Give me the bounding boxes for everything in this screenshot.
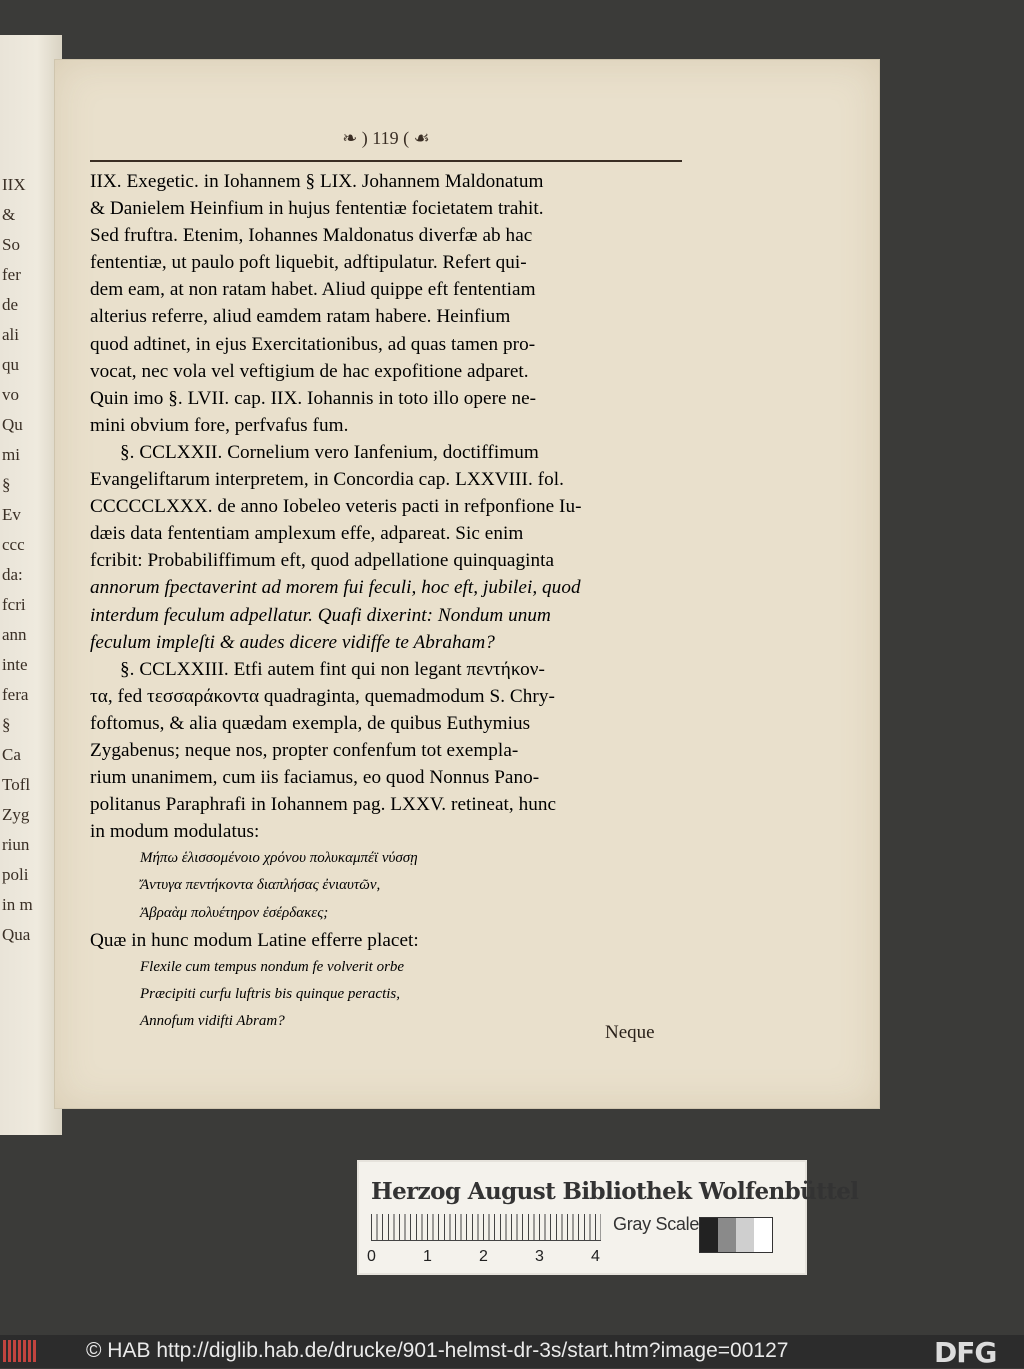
text-line: annorum fpectaverint ad morem fui feculi, hoc eft, jubilei, quod (90, 577, 581, 599)
adjacent-page-fragment: vo (2, 385, 19, 404)
text-line: Ἄντυγα πεντήκοντα διαπλήσας ἐνιαυτῶν, (140, 877, 381, 894)
ruler-number: 3 (535, 1248, 544, 1265)
footer-bar (0, 1335, 1024, 1368)
adjacent-page-fragment: ali (2, 325, 19, 344)
text-line: foftomus, & alia quædam exempla, de quibus Euthymius (90, 712, 531, 734)
ruler-number: 4 (591, 1248, 600, 1265)
text-line: quod adtinet, in ejus Exercitationibus, ad quas tamen pro- (90, 333, 536, 355)
adjacent-page-fragment: in m (2, 895, 33, 914)
adjacent-page-fragment: de (2, 295, 19, 314)
gray-swatch (700, 1218, 718, 1252)
text-line: Zygabenus; neque nos, propter confenfum tot exempla- (90, 739, 519, 761)
page-number: ❧ ) 119 ( ☙ (342, 128, 430, 148)
ruler-number: 0 (367, 1248, 376, 1265)
adjacent-page-fragment: fcri (2, 595, 26, 614)
text-line: §. CCLXXII. Cornelium vero Ianfenium, doctiffimum (120, 441, 539, 463)
text-line: Sed fruftra. Etenim, Iohannes Maldonatus diverfæ ab hac (90, 225, 533, 247)
text-line: IIX. Exegetic. in Iohannem § LIX. Johannem Maldonatum (90, 171, 544, 192)
text-line: interdum feculum adpellatur. Quafi dixerint: Nondum unum (90, 604, 551, 626)
gray-swatch (736, 1218, 754, 1252)
text-line: & Danielem Heinfium in hujus fententiæ focietatem trahit. (90, 198, 544, 220)
adjacent-page-fragment: da: (2, 565, 23, 584)
library-label (357, 1160, 859, 1275)
adjacent-page-fragment: IIX (2, 175, 26, 194)
adjacent-page-fragment: fer (2, 265, 21, 284)
text-line: dæis data fententiam amplexum effe, adpareat. Sic enim (90, 523, 524, 545)
text-line: Quæ in hunc modum Latine efferre placet: (90, 929, 419, 951)
adjacent-page-fragment: Qu (2, 415, 23, 434)
gray-swatch (718, 1218, 736, 1252)
header-rule (90, 160, 682, 162)
adjacent-page-fragment: Zyg (2, 805, 30, 824)
adjacent-page-fragment: Tofl (2, 775, 31, 794)
library-name: Herzog August Bibliothek Wolfenbüttel (371, 1178, 859, 1205)
text-line: §. CCLXXIII. Etfi autem fint qui non legant πεντήκον- (120, 658, 545, 680)
gray-scale-label: Gray Scale (613, 1214, 700, 1234)
adjacent-page-fragment: ann (2, 625, 27, 644)
text-line: Evangeliftarum interpretem, in Concordia cap. LXXVIII. fol. (90, 469, 564, 491)
adjacent-page-fragment: fera (2, 685, 29, 704)
adjacent-page-fragment: § (2, 715, 11, 734)
adjacent-page-fragment: Ev (2, 505, 21, 524)
text-line: in modum modulatus: (90, 821, 260, 843)
text-line: rium unanimem, cum iis faciamus, eo quod Nonnus Pano- (90, 767, 540, 789)
adjacent-page-fragment: Ca (2, 745, 21, 764)
adjacent-page-fragment: So (2, 235, 20, 254)
text-line: politanus Paraphrafi in Iohannem pag. LXXV. retineat, hunc (90, 794, 557, 816)
adjacent-page-fragment: riun (2, 835, 30, 854)
page-header (90, 128, 682, 158)
dfg-logo: DFG (934, 1336, 997, 1369)
adjacent-page-fragment: ccc (2, 535, 25, 554)
adjacent-page-fragment: mi (2, 445, 20, 464)
adjacent-page-fragment: inte (2, 655, 28, 674)
text-line: Annofum vidifti Abram? (140, 1012, 285, 1029)
hab-logo-icon (3, 1340, 43, 1364)
text-line: dem eam, at non ratam habet. Aliud quippe eft fententiam (90, 279, 536, 301)
gray-swatch (754, 1218, 772, 1252)
catchword: Neque (605, 1022, 655, 1043)
adjacent-page-fragment: poli (2, 865, 29, 884)
ruler-number: 1 (423, 1248, 432, 1265)
text-line: CCCCCLXXX. de anno Iobeleo veteris pacti in refponfione Iu- (90, 496, 582, 518)
text-line: fententiæ, ut paulo poft liquebit, adftipulatur. Refert qui- (90, 252, 527, 274)
gray-scale-swatches (699, 1217, 773, 1253)
text-line: alterius referre, aliud eamdem ratam habere. Heinfium (90, 306, 511, 328)
adjacent-page-fragment: & (2, 205, 16, 224)
text-line: Ἀβραὰμ πολυέτηρον ἐσέρδακες; (140, 904, 329, 921)
text-line: Præcipiti curfu luftris bis quinque peractis, (140, 985, 400, 1002)
adjacent-page-fragment: Qua (2, 925, 31, 944)
adjacent-page-fragment: qu (2, 355, 19, 374)
adjacent-page-fragment: § (2, 475, 11, 494)
text-line: τα, fed τεσσαράκοντα quadraginta, quemadmodum S. Chry- (90, 685, 555, 707)
text-line: mini obvium fore, perfvafus fum. (90, 414, 349, 436)
scale-ruler (371, 1214, 601, 1244)
ruler-number: 2 (479, 1248, 488, 1265)
text-line: Flexile cum tempus nondum fe volverit orbe (140, 958, 405, 975)
footer-url[interactable]: © HAB http://diglib.hab.de/drucke/901-helmst-dr-3s/start.htm?image=00127 (86, 1339, 789, 1362)
text-line: Μήπω ἑλισσομένοιο χρόνου πολυκαμπέϊ νύσσῃ (140, 850, 418, 867)
text-line: vocat, nec vola vel veftigium de hac expofitione adparet. (90, 360, 529, 382)
text-line: Quin imo §. LVII. cap. IIX. Iohannis in toto illo opere ne- (90, 387, 537, 409)
document-page (55, 60, 879, 1108)
text-line: fcribit: Probabiliffimum eft, quod adpellatione quinquaginta (90, 550, 555, 572)
body-text (90, 168, 690, 1035)
text-line: feculum impleſti & audes dicere vidiffe te Abraham? (90, 631, 495, 653)
ruler-ticks (371, 1214, 601, 1240)
adjacent-page-edge (0, 35, 62, 1135)
